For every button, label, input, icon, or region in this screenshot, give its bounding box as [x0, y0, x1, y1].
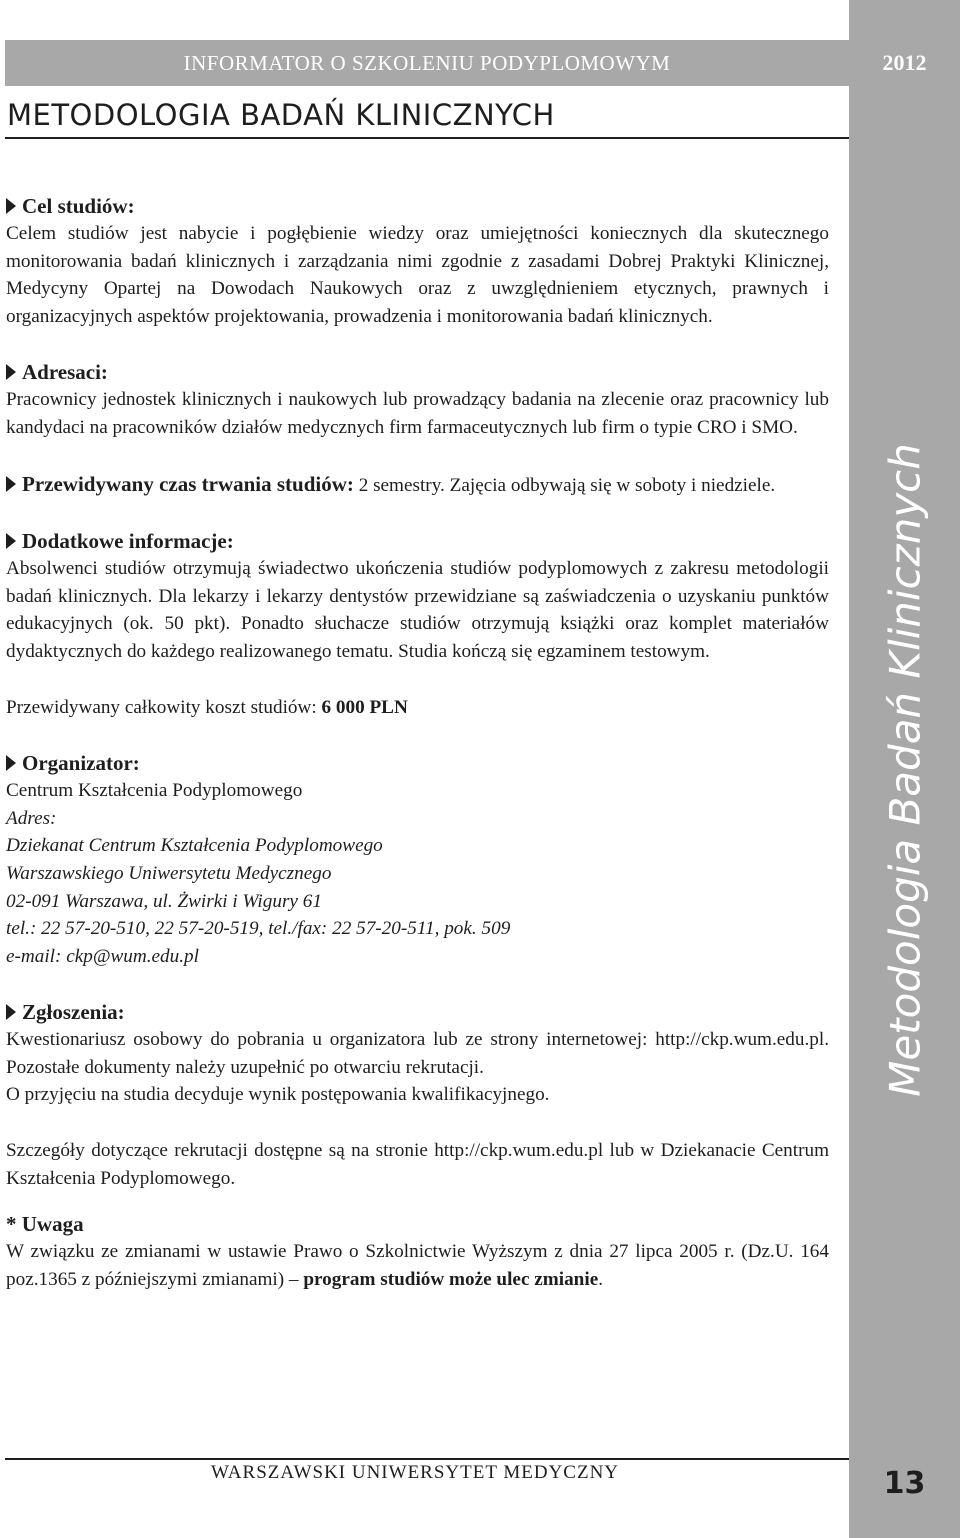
side-title: Metodologia Badań Klinicznych	[880, 443, 930, 1097]
address-line: e-mail: ckp@wum.edu.pl	[6, 945, 199, 967]
address-line: tel.: 22 57-20-510, 22 57-20-519, tel./fax: 22 57-20-511, pok. 509	[6, 918, 511, 940]
uwaga-text	[6, 1238, 829, 1293]
heading-text: Adresaci:	[22, 360, 108, 385]
uwaga-end: .	[598, 1268, 604, 1290]
triangle-bullet-icon	[6, 1004, 16, 1020]
content	[6, 192, 829, 1293]
czas-text: 2 semestry. Zajęcia odbywają się w soboty i niedziele.	[353, 474, 776, 496]
triangle-bullet-icon	[6, 198, 16, 214]
section-adresaci-text: Pracownicy jednostek klinicznych i naukowych lub prowadzący badania na zlecenie oraz pracownicy lub kandydaci na pracowników działów medycznych firm farmaceutycznych lub firm o typie CRO i SMO.	[6, 389, 829, 438]
heading-text: Przewidywany czas trwania studiów:	[22, 471, 354, 496]
page-title: METODOLOGIA BADAŃ KLINICZNYCH	[7, 98, 555, 132]
koszt	[6, 694, 829, 722]
section-czas	[6, 470, 829, 500]
uwaga-body: W związku ze zmianami w ustawie Prawo o Szkolnictwie Wyższym z dnia 27 lipca 2005 r. (Dz.U. 164 poz.1365 z późniejszymi zmianami) –	[6, 1241, 829, 1290]
triangle-bullet-icon	[6, 476, 16, 492]
triangle-bullet-icon	[6, 533, 16, 549]
koszt-value: 6 000 PLN	[321, 696, 408, 718]
footer-university: WARSZAWSKI UNIWERSYTET MEDYCZNY	[210, 1462, 620, 1483]
zgloszenia-text-3: Szczegóły dotyczące rekrutacji dostępne są na stronie http://ckp.wum.edu.pl lub w Dziekanacie Centrum Kształcenia Podyplomowego.	[6, 1140, 829, 1189]
section-organizator-heading	[6, 749, 829, 777]
section-adresaci-heading	[6, 358, 829, 386]
footer-rule	[5, 1458, 849, 1460]
section-dodatkowe-text: Absolwenci studiów otrzymują świadectwo ukończenia studiów podyplomowych z zakresu metodologii badań klinicznych. Dla lekarzy i lekarzy dentystów przewidziane są zaświadczenia o uzyskaniu punktów edukacyjnych (ok. 50 pkt). Ponadto słuchacze studiów otrzymują książki oraz komplet materiałów dydaktycznych do każdego realizowanego tematu. Studia kończą się egzaminem testowym.	[6, 558, 829, 662]
section-zgloszenia-heading	[6, 998, 829, 1026]
heading-text: Dodatkowe informacje:	[22, 529, 234, 554]
section-cel-text: Celem studiów jest nabycie i pogłębienie wiedzy oraz umiejętności koniecznych dla skutecznego monitorowania badań klinicznych i zarządzania nimi zgodnie z zasadami Dobrej Praktyki Klinicznej, Medycyny Opartej na Dowodach Naukowych oraz z uwzględnieniem etycznych, prawnych i organizacyjnych aspektów projektowania, prowadzenia i monitorowania badań klinicznych.	[6, 223, 829, 327]
address-label: Adres:	[6, 807, 57, 829]
section-dodatkowe-heading	[6, 527, 829, 555]
triangle-bullet-icon	[6, 755, 16, 771]
heading-text: Zgłoszenia:	[22, 1000, 125, 1025]
page-number: 13	[883, 1465, 926, 1501]
triangle-bullet-icon	[6, 364, 16, 380]
section-cel-heading	[6, 192, 829, 220]
zgloszenia-text-2: O przyjęciu na studia decyduje wynik postępowania kwalifikacyjnego.	[6, 1084, 550, 1106]
title-rule	[5, 137, 849, 139]
uwaga-heading: * Uwaga	[6, 1212, 84, 1237]
heading-text: Cel studiów:	[22, 194, 135, 218]
organizator-name: Centrum Kształcenia Podyplomowego	[6, 780, 303, 802]
address-line: Dziekanat Centrum Kształcenia Podyplomowego	[6, 835, 383, 857]
address-line: Warszawskiego Uniwersytetu Medycznego	[6, 862, 332, 884]
header-publication: INFORMATOR O SZKOLENIU PODYPLOMOWYM	[5, 40, 849, 86]
zgloszenia-text-1: Kwestionariusz osobowy do pobrania u organizatora lub ze strony internetowej: http://ckp.wum.edu.pl. Pozostałe dokumenty należy uzupełnić po otwarciu rekrutacji.	[6, 1029, 829, 1078]
heading-text: Organizator:	[22, 751, 140, 776]
koszt-label: Przewidywany całkowity koszt studiów:	[6, 696, 322, 718]
header-year: 2012	[882, 50, 927, 75]
uwaga-bold: program studiów może ulec zmianie	[303, 1268, 599, 1290]
address-line: 02-091 Warszawa, ul. Żwirki i Wigury 61	[6, 890, 322, 912]
